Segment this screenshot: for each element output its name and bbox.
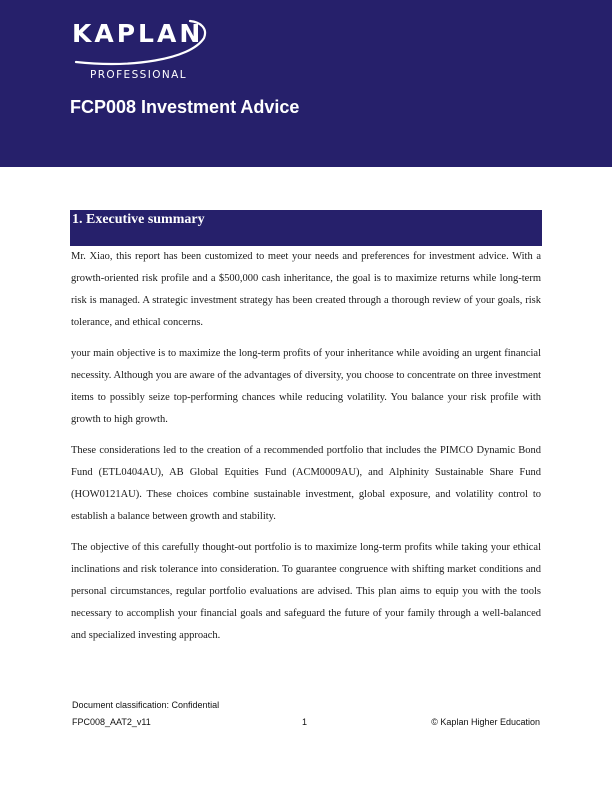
paragraph: Mr. Xiao, this report has been customized to meet your needs and preferences for investment advice. With a growth-oriented risk profile and a $500,000 cash inheritance, the goal is to maximize returns while long-term risk is managed. A strategic investment strategy has been created through a thorough review of your goals, risk tolerance, and ethical concerns. <box>71 251 541 328</box>
kaplan-logo <box>70 16 210 86</box>
header-banner <box>0 0 612 167</box>
page-number: 1 <box>302 717 308 727</box>
paragraph: your main objective is to maximize the long-term profits of your inheritance while avoiding an urgent financial necessity. Although you are aware of the advantages of diversity, you choose to concentrate on three investment items to possibly seize top-performing chances while reducing volatility. You balance your risk profile with growth to high growth. <box>71 348 541 425</box>
paragraph: The objective of this carefully thought-out portfolio is to maximize long-term profits while taking your ethical inclinations and risk tolerance into consideration. To guarantee congruence with shifting market conditions and personal circumstances, regular portfolio evaluations are advised. This plan aims to equip you with the tools necessary to accomplish your financial goals and safeguard the future of your family through a well-balanced and specialized investing approach. <box>71 542 541 641</box>
document-code: FPC008_AAT2_v11 <box>72 717 151 727</box>
paragraph: These considerations led to the creation of a recommended portfolio that includes the PIMCO Dynamic Bond Fund (ETL0404AU), AB Global Equities Fund (ACM0009AU), and Alphinity Sustainable Share Fund (HOW0121AU). These choices combine sustainable investment, global exposure, and volatility control to establish a balance between growth and stability. <box>71 445 541 522</box>
logo-wordmark: KAPLAN <box>72 19 204 48</box>
logo-subtitle: PROFESSIONAL <box>90 69 187 81</box>
section-heading: 1. Executive summary <box>70 210 542 246</box>
section-body <box>71 246 541 656</box>
page-title: FCP008 Investment Advice <box>70 97 300 117</box>
copyright-notice: © Kaplan Higher Education <box>431 717 540 727</box>
document-classification: Document classification: Confidential <box>72 700 220 710</box>
